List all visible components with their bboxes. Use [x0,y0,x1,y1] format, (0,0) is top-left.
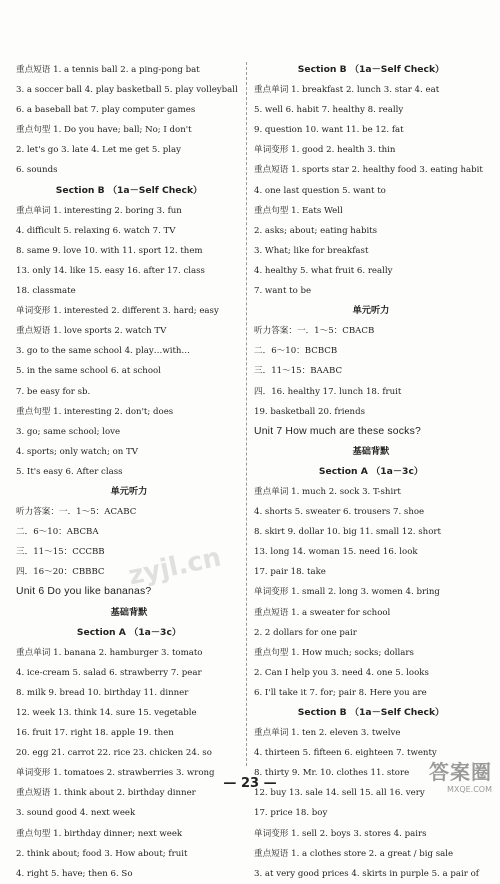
answer-line: 重点短语 1. a sweater for school [254,607,391,618]
corner-logo-site: MXQE.COM [446,785,492,794]
answer-line: 2. let's go 3. late 4. Let me get 5. play [16,145,182,156]
answer-line: 17. price 18. boy [254,808,328,819]
left-column [16,60,242,884]
answer-line: 5. It's easy 6. After class [16,466,123,477]
answer-line: 3. sound good 4. next week [16,808,136,819]
answer-line: 5. well 6. habit 7. healthy 8. really [254,105,404,116]
section-heading: Section B （1a－Self Check） [55,184,203,196]
answer-line: 20. egg 21. carrot 22. rice 23. chicken 24. so [16,748,212,759]
answer-line: 重点句型 1. interesting 2. don't; does [16,406,174,417]
answer-line: 4. thirteen 5. fifteen 6. eighteen 7. twenty [254,748,437,759]
answer-line: 单词变形 1. tomatoes 2. strawberries 3. wrong [16,768,215,779]
answer-line: 9. question 10. want 11. be 12. fat [254,125,404,136]
answer-line: 13. long 14. woman 15. need 16. look [254,547,418,558]
corner-logo-chars: 答案圈 [429,760,492,784]
answer-line: 8. milk 9. bread 10. birthday 11. dinner [16,687,189,698]
answer-line: 17. pair 18. take [254,567,326,578]
section-heading: 单元听力 [110,485,148,497]
answer-line: 4. shorts 5. sweater 6. trousers 7. shoe [254,507,425,518]
answer-line: 单词变形 1. small 2. long 3. women 4. bring [254,587,440,598]
answer-line: 听力答案：一．1～5：CBACB [254,326,375,337]
answer-line: 重点句型 1. How much; socks; dollars [254,647,414,658]
answer-line: 4. healthy 5. what fruit 6. really [254,265,393,276]
section-heading: Section B （1a－Self Check） [297,64,445,75]
answer-line: 3. What; like for breakfast [254,245,369,256]
answer-line: 3. a soccer ball 4. play basketball 5. play volleyball [16,85,238,96]
answer-line: 重点单词 1. ten 2. eleven 3. twelve [254,728,401,739]
page-number: — 23 — [223,776,277,791]
answer-line: 单词变形 1. good 2. health 3. thin [254,145,396,156]
answer-line: 16. fruit 17. right 18. apple 19. then [16,728,174,739]
answer-line: 重点单词 1. interesting 2. boring 3. fun [16,205,182,216]
column-divider [246,62,247,766]
section-heading: 基础背默 [352,445,390,457]
answer-line: 3. at very good prices 4. skirts in purple 5. a pair of [254,868,479,879]
watermark-text: zyjl.cn [125,542,224,592]
answer-line: 12. buy 13. sale 14. sell 15. all 16. very [254,788,425,799]
answer-line: 7. want to be [254,286,312,297]
answer-line: 4. ice-cream 5. salad 6. strawberry 7. pear [16,667,202,678]
answer-line: 6. a baseball bat 7. play computer games [16,105,196,116]
answer-line: 重点单词 1. much 2. sock 3. T-shirt [254,486,401,497]
answer-line: 重点单词 1. banana 2. hamburger 3. tomato [16,647,203,658]
unit-title: Unit 7 How much are these socks? [254,425,421,437]
answer-line: 2. think about; food 3. How about; fruit [16,848,188,859]
answer-line: 三．11～15：BAABC [254,366,343,377]
answer-line: 重点单词 1. breakfast 2. lunch 3. star 4. eat [254,85,440,96]
answer-line: 二．6～10：ABCBA [16,527,99,538]
answer-line: 18. classmate [16,286,76,297]
answer-line: 2. Can I help you 3. need 4. one 5. looks [254,667,429,678]
answer-line: 单词变形 1. sell 2. boys 3. stores 4. pairs [254,828,427,839]
answer-line: 四．16. healthy 17. lunch 18. fruit [254,386,402,397]
answer-line: 重点短语 1. a clothes store 2. a great / big sale [254,848,454,859]
answer-line: 重点句型 1. Eats Well [254,205,343,216]
answer-line: 8. skirt 9. dollar 10. big 11. small 12. short [254,527,441,538]
section-heading: Section A （1a－3c） [76,626,182,638]
answer-line: 8. same 9. love 10. with 11. sport 12. them [16,245,203,256]
answer-line: 二．6～10：BCBCB [254,346,338,357]
answer-line: 13. only 14. like 15. easy 16. after 17. class [16,265,205,276]
answer-line: 重点短语 1. a tennis ball 2. a ping-pong bat [16,65,200,75]
answer-line: 重点句型 1. Do you have; ball; No; I don't [16,125,192,136]
section-heading: 单元听力 [352,305,390,317]
answer-line: 3. go; same school; love [16,426,121,437]
answer-line: 19. basketball 20. friends [254,406,366,417]
answer-line: 重点句型 1. birthday dinner; next week [16,828,183,839]
answer-line: 8. thirty 9. Mr. 10. clothes 11. store [254,768,410,779]
section-heading: 基础背默 [110,606,148,618]
corner-logo [429,756,492,794]
answer-line: 4. one last question 5. want to [254,185,386,196]
answer-line: 4. difficult 5. relaxing 6. watch 7. TV [16,225,176,236]
answer-line: 12. week 13. think 14. sure 15. vegetable [16,708,197,718]
answer-line: 重点短语 1. think about 2. birthday dinner [16,788,196,799]
answer-line: 重点短语 1. love sports 2. watch TV [16,326,167,337]
section-heading: Section A （1a－3c） [318,465,424,477]
answer-line: 2. 2 dollars for one pair [254,627,357,638]
answer-line: 4. right 5. have; then 6. So [16,868,133,879]
answer-line: 4. sports; only watch; on TV [16,446,138,457]
answer-line: 单词变形 1. interested 2. different 3. hard; easy [16,306,219,317]
answer-line: 6. I'll take it 7. for; pair 8. Here you are [254,687,427,698]
section-heading: Section B （1a－Self Check） [297,707,445,718]
answer-line: 5. in the same school 6. at school [16,366,161,377]
answer-line: 听力答案：一．1～5：ACABC [16,507,137,518]
answer-line: 三．11～15：CCCBB [16,547,105,558]
unit-title: Unit 6 Do you like bananas? [16,586,152,598]
answer-line: 6. sounds [16,165,58,176]
answer-line: 重点短语 1. sports star 2. healthy food 3. eating habit [254,165,483,176]
answer-line: 3. go to the same school 4. play…with… [16,346,191,357]
answer-line: 7. be easy for sb. [16,386,91,397]
answer-line: 2. asks; about; eating habits [254,225,378,236]
answer-line: 四．16～20：CBBBC [16,567,105,578]
